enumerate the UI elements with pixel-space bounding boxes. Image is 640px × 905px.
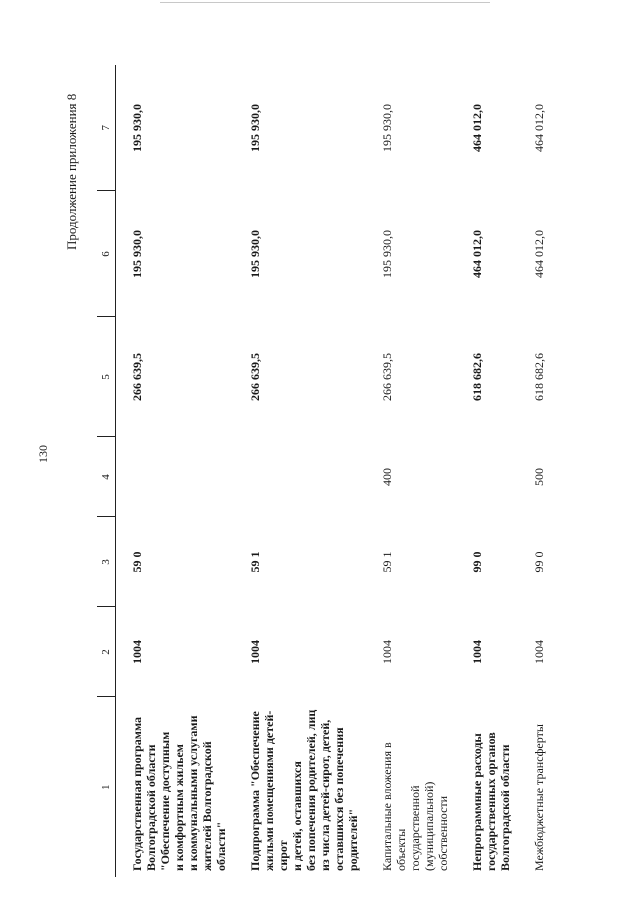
- target-code: 99 0: [470, 551, 484, 573]
- expense-type: [116, 437, 235, 517]
- amount-col-5: 266 639,5: [380, 353, 394, 401]
- header-col-5: 5: [97, 317, 116, 437]
- row-name-line: и детей, оставшихся: [290, 761, 304, 871]
- amount-col-7: 464 012,0: [470, 104, 484, 152]
- expense-type: [456, 437, 518, 517]
- table-row: [518, 65, 552, 877]
- amount-col-5: 266 639,5: [130, 353, 144, 401]
- target-code: 99 0: [532, 551, 546, 573]
- row-name-line: собственности: [436, 795, 450, 871]
- header-col-7: 7: [97, 65, 116, 191]
- section-code: 1004: [248, 640, 262, 664]
- header-col-4: 4: [97, 437, 116, 517]
- row-name: [116, 697, 235, 877]
- row-name-line: государственной (муниципальной): [408, 781, 436, 871]
- appendix-caption: Продолжение приложения 8: [64, 93, 79, 250]
- row-name-line: и комфортным жильем: [172, 744, 186, 871]
- row-name-line: жителей Волгоградской области": [200, 741, 228, 871]
- row-name-line: из числа детей-сирот, детей,: [318, 719, 332, 871]
- section-code: 1004: [470, 640, 484, 664]
- amount-col-7: 464 012,0: [532, 104, 546, 152]
- page-number: 130: [36, 445, 50, 463]
- header-row: [97, 65, 116, 877]
- header-col-3: 3: [97, 517, 116, 607]
- row-name-line: Подпрограмма "Обеспечение: [248, 711, 262, 871]
- amount-col-5: 618 682,6: [470, 353, 484, 401]
- row-name-line: Государственная программа: [130, 716, 144, 871]
- row-name-line: Непрограммные расходы: [470, 733, 484, 871]
- row-name-line: оставшихся без попечения: [332, 727, 346, 871]
- table-row: [234, 65, 366, 877]
- section-code: 1004: [532, 640, 546, 664]
- target-code: 59 1: [380, 551, 394, 573]
- amount-col-7: 195 930,0: [248, 104, 262, 152]
- expense-type: [234, 437, 366, 517]
- section-code: 1004: [380, 640, 394, 664]
- row-name-line: без попечения родителей, лиц: [304, 709, 318, 871]
- budget-table: [97, 65, 552, 877]
- amount-col-5: 266 639,5: [248, 353, 262, 401]
- amount-col-6: 195 930,0: [380, 230, 394, 278]
- header-col-2: 2: [97, 607, 116, 697]
- row-name: [366, 697, 456, 877]
- row-name-line: и коммунальными услугами: [186, 715, 200, 871]
- section-code: 1004: [130, 640, 144, 664]
- amount-col-6: 195 930,0: [248, 230, 262, 278]
- row-name-line: Межбюджетные трансферты: [532, 724, 546, 871]
- row-name: [456, 697, 518, 877]
- amount-col-7: 195 930,0: [130, 104, 144, 152]
- expense-type: 400: [380, 468, 394, 486]
- row-name-line: Волгоградской области: [144, 744, 158, 871]
- table-row: [116, 65, 235, 877]
- amount-col-7: 195 930,0: [380, 104, 394, 152]
- amount-col-5: 618 682,6: [532, 353, 546, 401]
- row-name: [518, 697, 552, 877]
- header-col-1: 1: [97, 697, 116, 877]
- row-name-line: родителей": [346, 808, 360, 871]
- header-col-6: 6: [97, 191, 116, 317]
- row-name-line: "Обеспечение доступным: [158, 731, 172, 871]
- row-name-line: жильми помещениями детей-сирот: [262, 710, 290, 871]
- target-code: 59 1: [248, 551, 262, 573]
- row-name: [234, 697, 366, 877]
- expense-type: 500: [532, 468, 546, 486]
- table-row: [366, 65, 456, 877]
- table-row: [456, 65, 518, 877]
- amount-col-6: 464 012,0: [470, 230, 484, 278]
- row-name-line: государственных органов: [484, 732, 498, 871]
- amount-col-6: 464 012,0: [532, 230, 546, 278]
- row-name-line: Капитальные вложения в объекты: [380, 742, 408, 871]
- row-name-line: Волгоградской области: [498, 744, 512, 871]
- amount-col-6: 195 930,0: [130, 230, 144, 278]
- target-code: 59 0: [130, 551, 144, 573]
